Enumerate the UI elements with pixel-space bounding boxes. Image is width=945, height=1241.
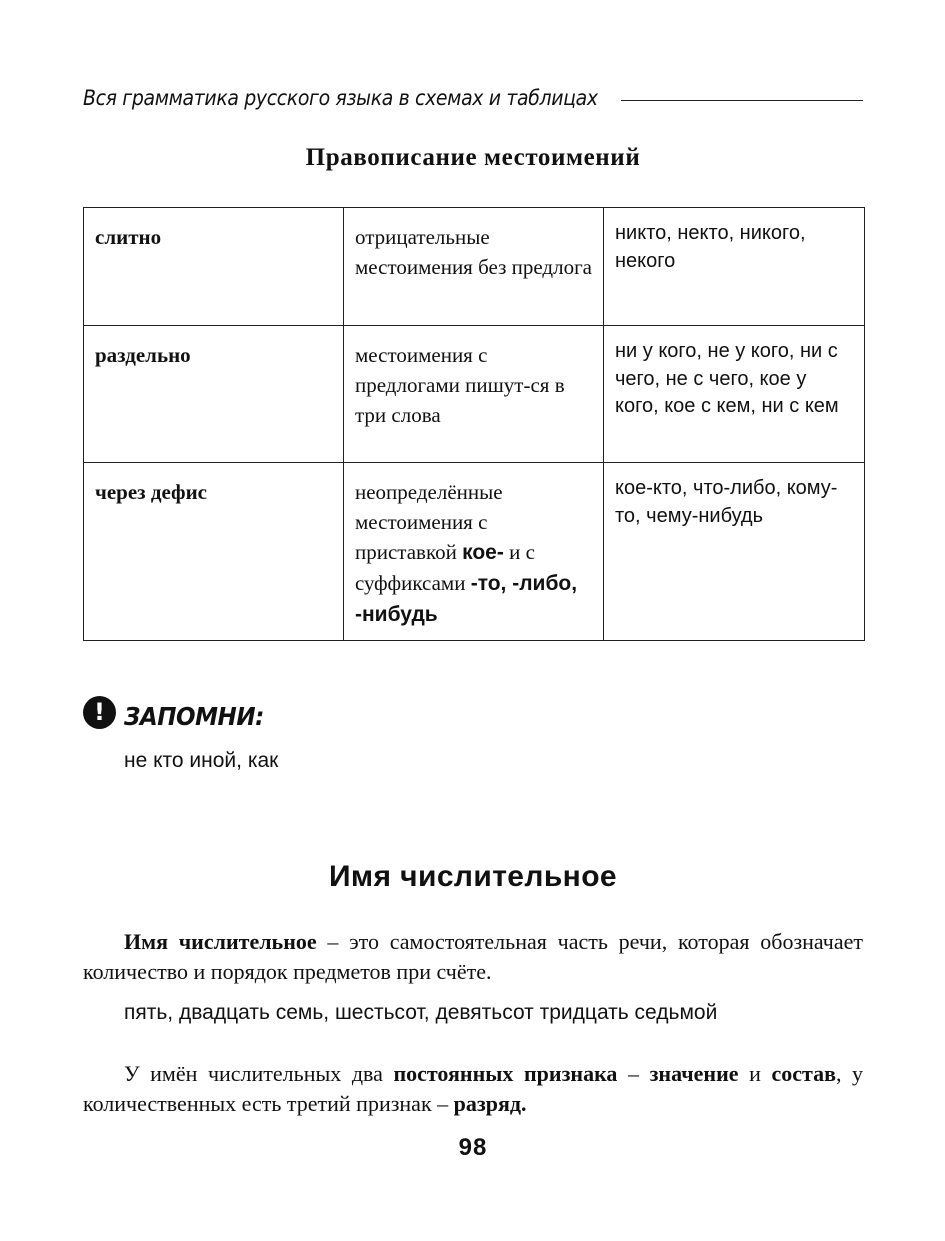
running-head-rule (621, 100, 863, 101)
table-row (84, 208, 865, 326)
numeral-examples: пять, двадцать семь, шестьсот, девятьсот тридцать седьмой (124, 1001, 718, 1024)
numeral-features (83, 1059, 863, 1119)
table-cell-mode: слитно (84, 208, 344, 326)
section-title: Правописание местоимений (305, 144, 641, 171)
exclamation-icon: ! (83, 696, 116, 729)
rule-text: неопределённые местоимения с приставкой (355, 480, 503, 564)
table-cell-examples: кое-кто, что-либо, кому-то, чему-нибудь (604, 463, 865, 641)
table-cell-rule: местоимения с предлогами пишут-ся в три слова (344, 326, 604, 463)
running-head (83, 78, 863, 110)
definition-term: Имя числительное (124, 929, 317, 954)
table-cell-mode: раздельно (84, 326, 344, 463)
remember-example: не кто иной, как (124, 749, 279, 772)
numeral-section-title: Имя числительное (328, 860, 618, 893)
prefix-highlight: кое- (462, 541, 504, 564)
table-cell-rule: отрицательные местоимения без предлога (344, 208, 604, 326)
table-cell-rule (344, 463, 604, 641)
suffix-highlight: -то, -либо, -нибудь (355, 572, 578, 626)
definition-text: – это самостоятельная часть речи, которая обозначает количество и порядок предметов при счёте. (83, 929, 864, 984)
page-number: 98 (458, 1134, 488, 1161)
features-dash: – (628, 1061, 640, 1086)
remember-label: ЗАПОМНИ: (124, 701, 264, 731)
features-term: разряд (453, 1091, 521, 1116)
remember-callout (83, 692, 276, 732)
table-cell-mode: через дефис (84, 463, 344, 641)
numeral-definition (83, 927, 863, 987)
features-end: . (520, 1091, 527, 1116)
rule-text: и с суффиксами (355, 540, 535, 595)
table-row (84, 326, 865, 463)
running-head-title: Вся грамматика русского языка в схемах и таблицах (83, 86, 598, 110)
features-and: и (749, 1061, 761, 1086)
table-cell-examples: никто, некто, никого, некого (604, 208, 865, 326)
features-text: У имён числительных два (124, 1061, 383, 1086)
features-term: значение (649, 1061, 739, 1086)
features-text: , у количественных есть третий признак – (83, 1061, 864, 1116)
table-cell-examples: ни у кого, не у кого, ни с чего, не с чего, кое у кого, кое с кем, ни с кем (604, 326, 865, 463)
table-row (84, 463, 865, 641)
features-term: постоянных признака (393, 1061, 618, 1086)
pronoun-spelling-table (83, 207, 865, 641)
features-term: состав (771, 1061, 836, 1086)
